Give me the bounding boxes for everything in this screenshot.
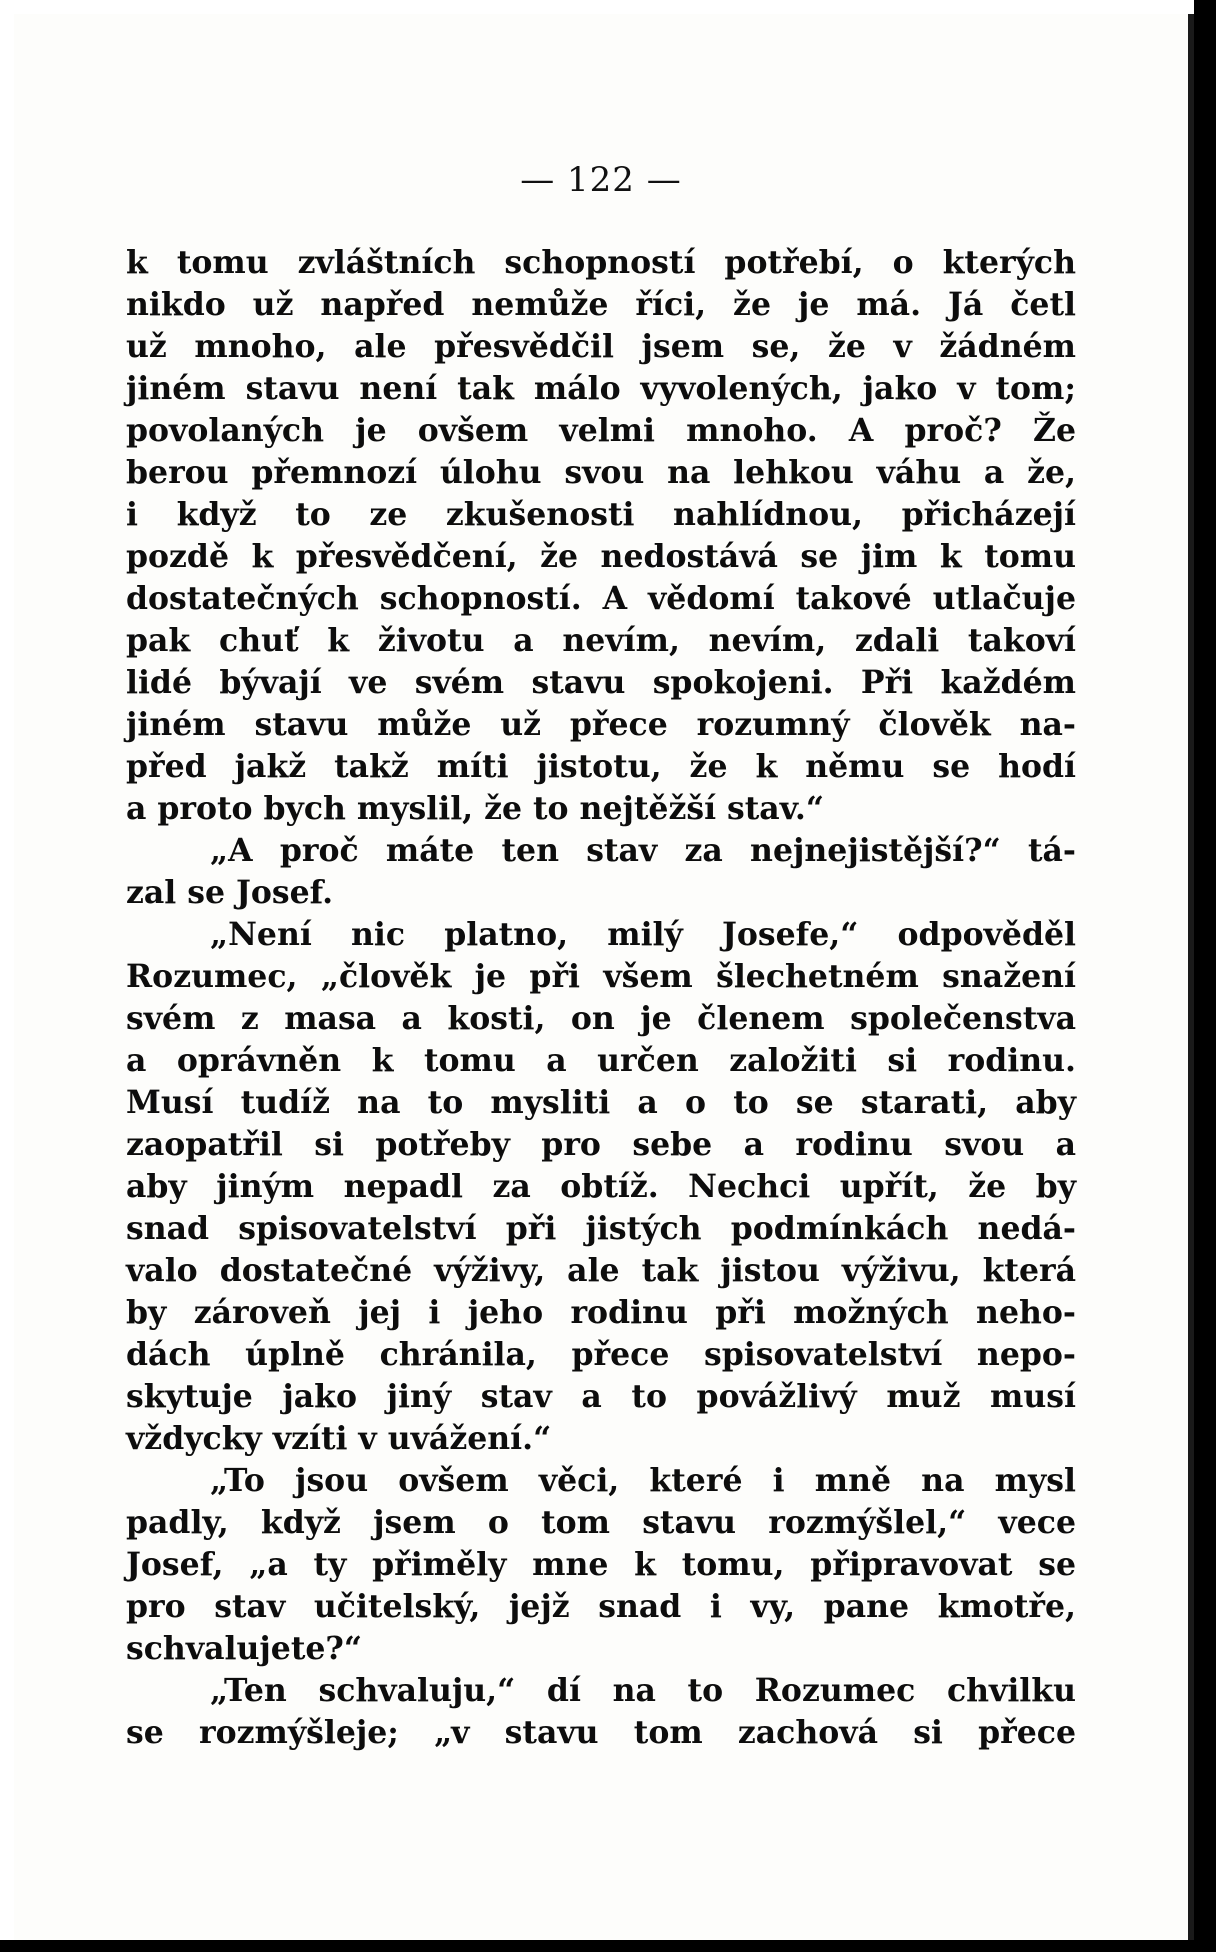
- text-line: už mnoho, ale přesvědčil jsem se, že v žádném: [126, 328, 1076, 365]
- text-line: jiném stavu může už přece rozumný člověk na-: [126, 706, 1076, 743]
- text-line: před jakž takž míti jistotu, že k němu se hodí: [126, 748, 1076, 785]
- text-line: i když to ze zkušenosti nahlídnou, přicházejí: [126, 496, 1076, 533]
- text-line: aby jiným nepadl za obtíž. Nechci upřít, že by: [126, 1168, 1076, 1205]
- text-line: k tomu zvláštních schopností potřebí, o kterých: [126, 244, 1076, 281]
- body-text: [126, 242, 1076, 1754]
- text-line: „To jsou ovšem věci, které i mně na mysl: [210, 1462, 1076, 1499]
- scan-bottom-border: [0, 1940, 1216, 1952]
- text-line: a proto bych myslil, že to nejtěžší stav.“: [126, 790, 824, 827]
- text-line: „Ten schvaluju,“ dí na to Rozumec chvilku: [210, 1672, 1076, 1709]
- text-line: jiném stavu není tak málo vyvolených, jako v tom;: [126, 370, 1076, 407]
- text-line: berou přemnozí úlohu svou na lehkou váhu a že,: [126, 454, 1076, 491]
- text-line: pro stav učitelský, jejž snad i vy, pane kmotře,: [126, 1588, 1076, 1625]
- text-line: „Není nic platno, milý Josefe,“ odpověděl: [210, 916, 1076, 953]
- text-line: zal se Josef.: [126, 874, 334, 911]
- page-number: — 122 —: [520, 160, 682, 200]
- text-line: Josef, „a ty přiměly mne k tomu, připravovat se: [126, 1546, 1076, 1583]
- text-line: valo dostatečné výživy, ale tak jistou výživu, která: [126, 1252, 1076, 1289]
- text-line: padly, když jsem o tom stavu rozmýšlel,“ vece: [126, 1504, 1076, 1541]
- text-line: dostatečných schopností. A vědomí takové utlačuje: [126, 580, 1076, 617]
- text-line: Musí tudíž na to mysliti a o to se starati, aby: [126, 1084, 1076, 1121]
- text-line: Rozumec, „člověk je při všem šlechetném snažení: [126, 958, 1076, 995]
- text-line: „A proč máte ten stav za nejnejistější?“ tá-: [210, 832, 1076, 869]
- text-line: pak chuť k životu a nevím, nevím, zdali takoví: [126, 622, 1076, 659]
- text-line: zaopatřil si potřeby pro sebe a rodinu svou a: [126, 1126, 1076, 1163]
- text-line: a oprávněn k tomu a určen založiti si rodinu.: [126, 1042, 1076, 1079]
- book-page: [14, 14, 1188, 1940]
- text-line: pozdě k přesvědčení, že nedostává se jim k tomu: [126, 538, 1076, 575]
- text-line: povolaných je ovšem velmi mnoho. A proč? Že: [126, 412, 1076, 449]
- text-line: by zároveň jej i jeho rodinu při možných neho-: [126, 1294, 1076, 1331]
- text-line: vždycky vzíti v uvážení.“: [126, 1420, 552, 1457]
- text-line: snad spisovatelství při jistých podmínkách nedá-: [126, 1210, 1076, 1247]
- text-line: lidé bývají ve svém stavu spokojeni. Při každém: [126, 664, 1076, 701]
- text-line: schvalujete?“: [126, 1630, 363, 1667]
- scan-right-border: [1194, 0, 1216, 1952]
- text-line: skytuje jako jiný stav a to povážlivý muž musí: [126, 1378, 1076, 1415]
- text-line: se rozmýšleje; „v stavu tom zachová si přece: [126, 1714, 1076, 1751]
- scan-top-margin: [0, 0, 1216, 14]
- text-line: nikdo už napřed nemůže říci, že je má. Já četl: [126, 286, 1076, 323]
- text-line: dách úplně chránila, přece spisovatelství nepo-: [126, 1336, 1076, 1373]
- text-line: svém z masa a kosti, on je členem společenstva: [126, 1000, 1076, 1037]
